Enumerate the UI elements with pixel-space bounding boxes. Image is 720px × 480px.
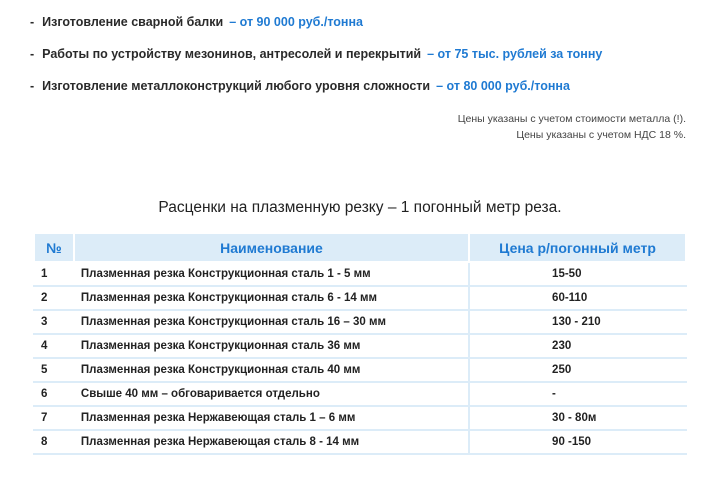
- service-price: – от 80 000 руб./тонна: [436, 79, 570, 93]
- table-row: [34, 382, 686, 406]
- row-price: -: [469, 382, 686, 406]
- bullet: -: [30, 15, 35, 29]
- price-table: [33, 232, 687, 455]
- service-text: Изготовление сварной балки: [42, 15, 224, 29]
- header-price: Цена р/погонный метр: [469, 233, 686, 262]
- table-row: [34, 430, 686, 454]
- service-price: – от 90 000 руб./тонна: [229, 15, 363, 29]
- row-price: 60-110: [469, 286, 686, 310]
- service-item: [30, 38, 710, 70]
- table-row: [34, 286, 686, 310]
- service-price: – от 75 тыс. рублей за тонну: [427, 47, 603, 61]
- row-name: Плазменная резка Конструкционная сталь 36 мм: [74, 334, 469, 358]
- table-header-row: [34, 233, 686, 262]
- row-num: 8: [34, 430, 74, 454]
- row-name: Плазменная резка Конструкционная сталь 1 - 5 мм: [74, 262, 469, 286]
- row-num: 3: [34, 310, 74, 334]
- row-num: 4: [34, 334, 74, 358]
- row-name: Плазменная резка Конструкционная сталь 6 - 14 мм: [74, 286, 469, 310]
- service-item: [30, 6, 710, 38]
- price-notes: [458, 111, 686, 143]
- row-num: 5: [34, 358, 74, 382]
- service-item: [30, 70, 710, 102]
- row-name: Плазменная резка Нержавеющая сталь 1 – 6 мм: [74, 406, 469, 430]
- service-text: Работы по устройству мезонинов, антресолей и перекрытий: [42, 47, 422, 61]
- row-num: 6: [34, 382, 74, 406]
- bullet: -: [30, 47, 35, 61]
- table-row: [34, 358, 686, 382]
- row-price: 250: [469, 358, 686, 382]
- row-num: 7: [34, 406, 74, 430]
- row-price: 90 -150: [469, 430, 686, 454]
- row-name: Плазменная резка Конструкционная сталь 40 мм: [74, 358, 469, 382]
- table-row: [34, 262, 686, 286]
- header-num: №: [34, 233, 74, 262]
- row-name: Плазменная резка Конструкционная сталь 16 – 30 мм: [74, 310, 469, 334]
- table-row: [34, 406, 686, 430]
- row-price: 230: [469, 334, 686, 358]
- row-price: 15-50: [469, 262, 686, 286]
- row-price: 30 - 80м: [469, 406, 686, 430]
- row-num: 1: [34, 262, 74, 286]
- services-list: [30, 6, 710, 102]
- row-num: 2: [34, 286, 74, 310]
- table-row: [34, 310, 686, 334]
- note-metal: Цены указаны с учетом стоимости металла (!).: [457, 113, 686, 125]
- bullet: -: [30, 79, 35, 93]
- row-price: 130 - 210: [469, 310, 686, 334]
- service-text: Изготовление металлоконструкций любого уровня сложности: [42, 79, 431, 93]
- table-row: [34, 334, 686, 358]
- note-vat: Цены указаны с учетом НДС 18 %.: [516, 129, 686, 141]
- table-title: Расценки на плазменную резку – 1 погонный метр реза.: [158, 199, 562, 216]
- row-name: Плазменная резка Нержавеющая сталь 8 - 14 мм: [74, 430, 469, 454]
- header-name: Наименование: [74, 233, 469, 262]
- row-name: Свыше 40 мм – обговаривается отдельно: [74, 382, 469, 406]
